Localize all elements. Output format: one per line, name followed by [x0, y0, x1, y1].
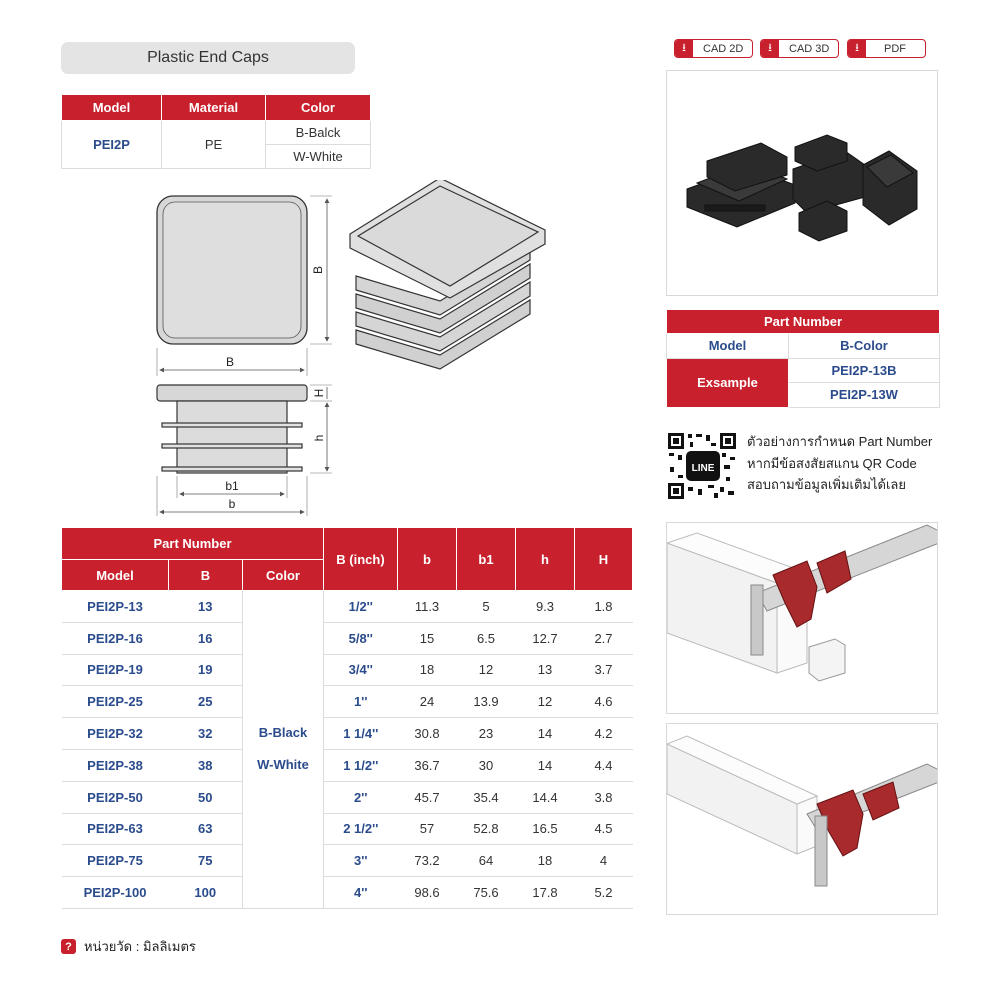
pn-title: Part Number	[667, 310, 940, 334]
cell-b: 57	[398, 813, 457, 845]
download-icon: ⭳	[761, 40, 779, 57]
cell-h: 12	[516, 686, 575, 718]
qr-line-1: ตัวอย่างการกำหนด Part Number	[747, 434, 933, 449]
qr-instructions	[747, 431, 932, 496]
page-title: Plastic End Caps	[61, 42, 355, 74]
spec-color-white: W-White	[266, 145, 371, 169]
cell-inch: 1''	[324, 686, 398, 718]
cell-H: 4	[575, 845, 633, 877]
help-icon: ?	[61, 939, 76, 954]
cell-B: 38	[169, 749, 243, 781]
cell-model: PEI2P-25	[62, 686, 169, 718]
color-option: B-Black	[258, 725, 308, 741]
spec-material: PE	[162, 121, 266, 169]
pn-example-white: PEI2P-13W	[789, 383, 940, 408]
cell-h: 14	[516, 718, 575, 750]
pn-col-model: Model	[667, 334, 789, 359]
dim-label-b: b	[228, 497, 236, 511]
cell-color	[243, 591, 324, 909]
part-number-example-table	[666, 309, 940, 408]
cad-3d-button[interactable]	[760, 39, 839, 58]
cell-inch: 1/2''	[324, 591, 398, 623]
cell-inch: 1 1/4''	[324, 718, 398, 750]
table-row	[62, 686, 633, 718]
table-row	[62, 877, 633, 909]
table-header-b1: b1	[457, 528, 516, 591]
pdf-label: PDF	[884, 42, 906, 55]
technical-drawing	[140, 180, 560, 520]
download-icon: ⭳	[675, 40, 693, 57]
dim-label-B-horizontal: B	[225, 355, 235, 369]
table-header-H: H	[575, 528, 633, 591]
cell-b1: 13.9	[457, 686, 516, 718]
cell-model: PEI2P-16	[62, 622, 169, 654]
dim-label-B-vertical: B	[311, 265, 325, 275]
spec-header-model: Model	[62, 95, 162, 121]
cell-H: 3.7	[575, 654, 633, 686]
line-logo-text: LINE	[691, 463, 715, 474]
cell-b: 36.7	[398, 749, 457, 781]
cell-model: PEI2P-63	[62, 813, 169, 845]
cell-B: 16	[169, 622, 243, 654]
dim-label-b1: b1	[225, 479, 239, 493]
iso-view	[350, 180, 545, 369]
cell-inch: 3/4''	[324, 654, 398, 686]
pn-example-black: PEI2P-13B	[789, 358, 940, 383]
table-row	[62, 622, 633, 654]
front-view	[157, 196, 307, 344]
cell-b: 24	[398, 686, 457, 718]
cell-b1: 5	[457, 591, 516, 623]
qr-line-2: หากมีข้อสงสัยสแกน QR Code	[747, 455, 917, 471]
cell-model: PEI2P-13	[62, 591, 169, 623]
cell-inch: 2''	[324, 781, 398, 813]
cell-b: 18	[398, 654, 457, 686]
side-view	[157, 385, 307, 473]
cell-B: 19	[169, 654, 243, 686]
cell-H: 4.6	[575, 686, 633, 718]
cell-b: 45.7	[398, 781, 457, 813]
table-header-color: Color	[243, 560, 324, 591]
table-header-inch: B (inch)	[324, 528, 398, 591]
color-option: W-White	[257, 757, 309, 773]
caliper-photo-2	[666, 723, 938, 915]
cell-H: 5.2	[575, 877, 633, 909]
cell-h: 9.3	[516, 591, 575, 623]
cell-model: PEI2P-38	[62, 749, 169, 781]
product-photo	[666, 70, 938, 296]
table-header-h-small: h	[516, 528, 575, 591]
cell-H: 4.5	[575, 813, 633, 845]
cell-b1: 35.4	[457, 781, 516, 813]
cell-H: 1.8	[575, 591, 633, 623]
table-row	[62, 749, 633, 781]
qr-line-3: สอบถามข้อมูลเพิ่มเติมได้เลย	[747, 477, 907, 492]
cell-B: 100	[169, 877, 243, 909]
cell-inch: 5/8''	[324, 622, 398, 654]
cell-model: PEI2P-19	[62, 654, 169, 686]
table-header-model: Model	[62, 560, 169, 591]
cell-H: 2.7	[575, 622, 633, 654]
cell-model: PEI2P-75	[62, 845, 169, 877]
dim-label-h: h	[312, 434, 326, 442]
cell-inch: 3''	[324, 845, 398, 877]
table-row	[62, 845, 633, 877]
cell-h: 12.7	[516, 622, 575, 654]
cell-B: 75	[169, 845, 243, 877]
spec-color-black: B-Balck	[266, 121, 371, 145]
cad-2d-label: CAD 2D	[703, 42, 744, 55]
table-row	[62, 654, 633, 686]
cell-b1: 12	[457, 654, 516, 686]
cell-model: PEI2P-100	[62, 877, 169, 909]
table-header-B: B	[169, 560, 243, 591]
spec-header-color: Color	[266, 95, 371, 121]
cell-h: 14.4	[516, 781, 575, 813]
cell-h: 16.5	[516, 813, 575, 845]
spec-model: PEI2P	[62, 121, 162, 169]
cell-b1: 64	[457, 845, 516, 877]
cell-H: 3.8	[575, 781, 633, 813]
pn-example-label: Exsample	[667, 358, 789, 407]
table-header-b: b	[398, 528, 457, 591]
cell-inch: 4''	[324, 877, 398, 909]
cad-2d-button[interactable]	[674, 39, 753, 58]
cell-H: 4.2	[575, 718, 633, 750]
cell-B: 25	[169, 686, 243, 718]
table-row	[62, 591, 633, 623]
cell-b1: 23	[457, 718, 516, 750]
cell-inch: 1 1/2''	[324, 749, 398, 781]
cell-b: 30.8	[398, 718, 457, 750]
download-icon: ⭳	[848, 40, 866, 57]
cell-b1: 75.6	[457, 877, 516, 909]
table-row	[62, 813, 633, 845]
spec-header-material: Material	[162, 95, 266, 121]
cell-model: PEI2P-50	[62, 781, 169, 813]
cell-B: 50	[169, 781, 243, 813]
cell-model: PEI2P-32	[62, 718, 169, 750]
cell-b: 15	[398, 622, 457, 654]
cell-inch: 2 1/2''	[324, 813, 398, 845]
cell-H: 4.4	[575, 749, 633, 781]
pdf-button[interactable]	[847, 39, 926, 58]
qr-code-icon[interactable]	[666, 431, 738, 501]
cell-h: 17.8	[516, 877, 575, 909]
cad-3d-label: CAD 3D	[789, 42, 830, 55]
cell-b: 73.2	[398, 845, 457, 877]
caliper-photo-1	[666, 522, 938, 714]
cell-b1: 30	[457, 749, 516, 781]
cell-b1: 6.5	[457, 622, 516, 654]
cell-h: 18	[516, 845, 575, 877]
cell-b: 11.3	[398, 591, 457, 623]
unit-text: หน่วยวัด : มิลลิเมตร	[84, 939, 196, 954]
cell-b: 98.6	[398, 877, 457, 909]
unit-footnote	[61, 936, 196, 957]
table-row	[62, 781, 633, 813]
table-row	[62, 718, 633, 750]
table-group-header: Part Number	[62, 528, 324, 560]
cell-b1: 52.8	[457, 813, 516, 845]
spec-table	[61, 94, 371, 169]
cell-h: 13	[516, 654, 575, 686]
cell-B: 63	[169, 813, 243, 845]
dim-label-H: H	[312, 388, 326, 398]
pn-col-bcolor: B-Color	[789, 334, 940, 359]
cell-B: 13	[169, 591, 243, 623]
cell-B: 32	[169, 718, 243, 750]
dimension-table	[61, 527, 633, 909]
cell-h: 14	[516, 749, 575, 781]
